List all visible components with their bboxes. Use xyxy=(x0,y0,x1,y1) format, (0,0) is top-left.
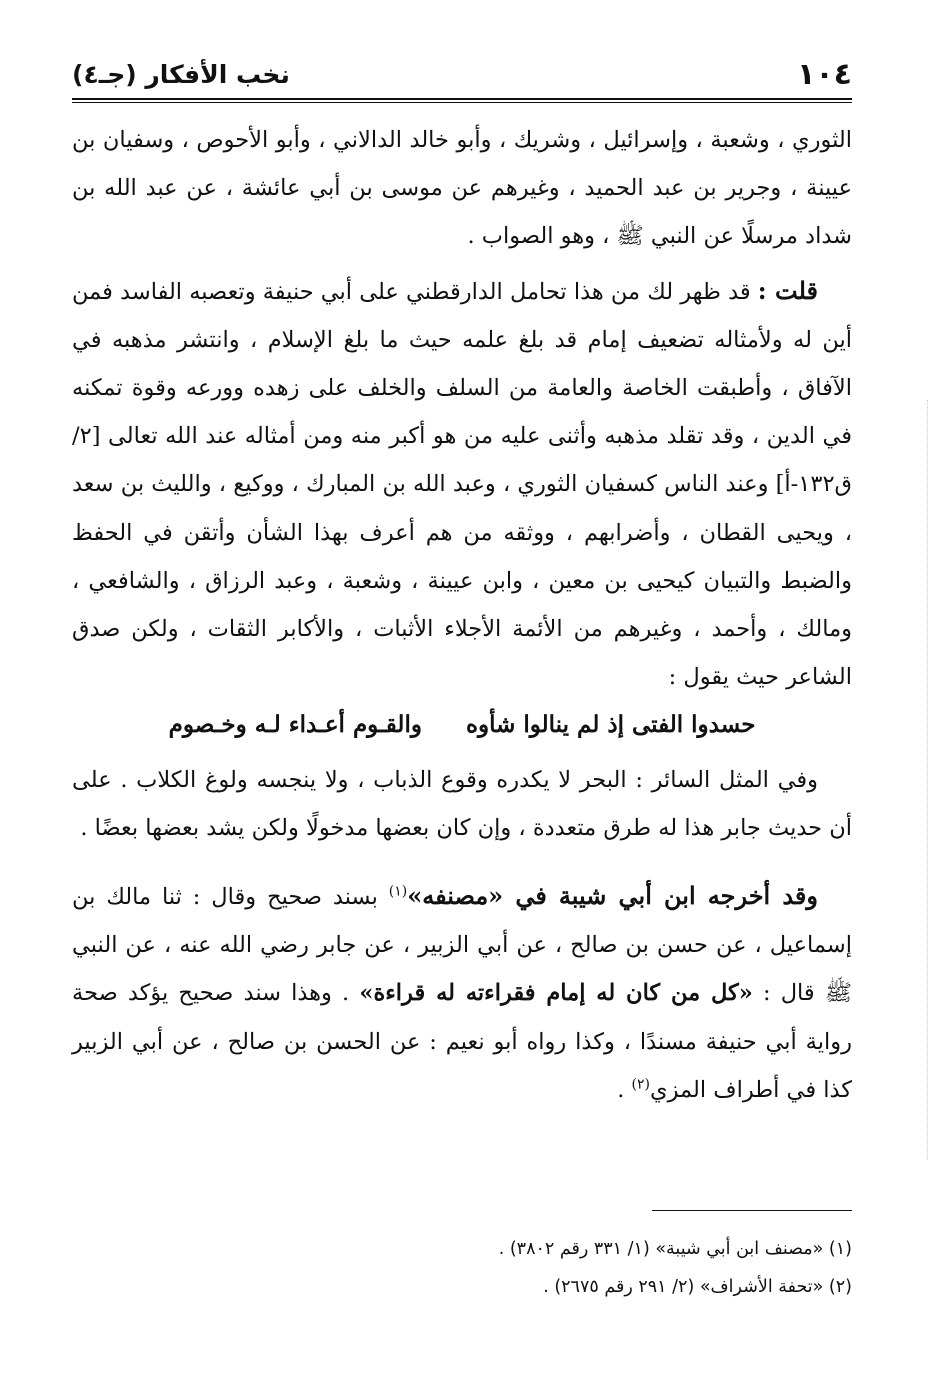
paragraph-4-end: . xyxy=(617,1076,632,1103)
paragraph-4 xyxy=(72,872,852,1114)
verse-first-hemistich: حسدوا الفتى إذ لم ينالوا شأوه xyxy=(465,711,756,739)
page-number: ١٠٤ xyxy=(797,56,852,92)
verse-second-hemistich: والقـوم أعـداء لـه وخـصوم xyxy=(168,711,422,739)
paragraph-1: الثوري ، وشعبة ، وإسرائيل ، وشريك ، وأبو خالد الدالاني ، وأبو الأحوص ، وسفيان بن عيينة ، وجرير بن عبد الحميد ، وغيرهم عن موسى بن أبي عائشة ، عن عبد الله بن شداد مرسلًا عن النبي ﷺ ، وهو الصواب . xyxy=(72,127,852,250)
page-edge-mark xyxy=(925,400,928,1160)
footnote-2: (٢) «تحفة الأشراف» (٢/ ٢٩١ رقم ٢٦٧٥) . xyxy=(543,1277,852,1297)
paragraph-4-lead: وقد أخرجه ابن أبي شيبة في «مصنفه» xyxy=(407,881,818,911)
paragraph-4-text-1: بسند صحيح وقال : ثنا مالك بن إسماعيل ، عن حسن بن صالح ، عن أبي الزبير ، عن جابر رضي الله عنه ، عن النبي ﷺ قال : xyxy=(72,884,852,1007)
paragraph-4-text-2: . وهذا سند صحيح يؤكد صحة رواية أبي حنيفة مسندًا ، وكذا رواه أبو نعيم : عن الحسن بن صالح ، عن أبي الزبير كذا في أطراف المزي xyxy=(72,980,852,1103)
hadith-quote: «كل من كان له إمام فقراءته له قراءة» xyxy=(359,980,753,1007)
header-rule xyxy=(72,98,852,103)
footnote-rule xyxy=(652,1210,852,1211)
paragraph-2-text: قد ظهر لك من هذا تحامل الدارقطني على أبي حنيفة وتعصبه الفاسد فمن أين له ولأمثاله تضعيف إمام قد بلغ علمه حيث ما بلغ الإسلام ، وانتشر مذهبه في الآفاق ، وأطبقت الخاصة والعامة من السلف والخلف على زهده وورعه وقوة تمكنه في الدين ، وقد تقلد مذهبه وأثنى عليه من هو أكبر منه ومن أمثاله عند الله تعالى [٢/ق١٣٢-أ] وعند الناس كسفيان الثوري ، وعبد الله بن المبارك ، ووكيع ، والليث بن سعد ، ويحيى القطان ، وأضرابهم ، ووثقه من هم أعرف بهذا الشأن وأتقن في الحفظ والضبط والتبيان كيحيى بن معين ، وابن عيينة ، وشعبة ، وعبد الرزاق ، والشافعي ، ومالك ، وأحمد ، وغيرهم من الأئمة الأجلاء الأثبات ، والأكابر الثقات ، ولكن صدق الشاعر حيث يقول : xyxy=(72,278,853,691)
paragraph-2-lead: قلت : xyxy=(757,275,818,305)
footnote-ref-2[interactable]: (٢) xyxy=(631,1076,650,1093)
poetry-verse xyxy=(72,701,852,749)
footnote-ref-1[interactable]: (١) xyxy=(388,883,408,900)
paragraph-2 xyxy=(72,267,852,702)
main-text xyxy=(72,116,852,1114)
page-header xyxy=(72,54,852,94)
book-title: نخب الأفكار (جـ٤) xyxy=(72,59,290,89)
paragraph-3: وفي المثل السائر : البحر لا يكدره وقوع الذباب ، ولا ينجسه ولوغ الكلاب . على أن حديث جابر هذا له طرق متعددة ، وإن كان بعضها مدخولًا ولكن يشد بعضها بعضًا . xyxy=(72,766,852,841)
footnote-1: (١) «مصنف ابن أبي شيبة» (١/ ٣٣١ رقم ٣٨٠٢) . xyxy=(498,1239,852,1259)
footnotes xyxy=(72,1230,852,1306)
